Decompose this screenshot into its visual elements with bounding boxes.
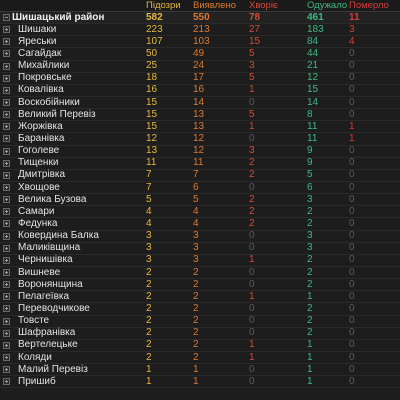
- plus-icon[interactable]: [3, 233, 10, 240]
- row-recovered: 6: [307, 181, 313, 193]
- row-dead: 0: [349, 108, 355, 120]
- row-recovered: 15: [307, 84, 319, 96]
- plus-icon[interactable]: [3, 26, 10, 33]
- table-row[interactable]: [0, 231, 400, 243]
- row-dead: 0: [349, 84, 355, 96]
- row-sick: 0: [249, 96, 255, 108]
- row-suspected: 223: [146, 23, 163, 35]
- row-detected: 3: [193, 242, 199, 254]
- plus-icon[interactable]: [3, 330, 10, 337]
- table-row[interactable]: [0, 133, 400, 145]
- row-recovered: 3: [307, 230, 313, 242]
- row-name: Переводчикове: [18, 302, 90, 314]
- plus-icon[interactable]: [3, 50, 10, 57]
- plus-icon[interactable]: [3, 75, 10, 82]
- expand-toggle[interactable]: [0, 87, 12, 94]
- row-recovered: 2: [307, 327, 313, 339]
- row-dead: 4: [349, 35, 355, 47]
- expand-toggle[interactable]: [0, 148, 12, 155]
- row-name: Товсте: [18, 315, 50, 327]
- row-recovered: 1: [307, 339, 313, 351]
- row-name: Маликівщина: [18, 242, 81, 254]
- table-header: [0, 0, 400, 12]
- expand-toggle[interactable]: [0, 281, 12, 288]
- row-recovered: 3: [307, 193, 313, 205]
- row-sick: 1: [249, 351, 255, 363]
- table-row[interactable]: [0, 376, 400, 388]
- row-recovered: 2: [307, 217, 313, 229]
- row-name: Воскобійники: [18, 96, 80, 108]
- table-row[interactable]: [0, 364, 400, 376]
- row-dead: 0: [349, 96, 355, 108]
- row-suspected: 2: [146, 327, 152, 339]
- row-name: Баранівка: [18, 132, 65, 144]
- row-detected: 6: [193, 181, 199, 193]
- row-detected: 1: [193, 363, 199, 375]
- row-recovered: 11: [307, 120, 318, 132]
- row-sick: 0: [249, 181, 255, 193]
- row-sick: 0: [249, 315, 255, 327]
- row-name: Пришиб: [18, 375, 56, 387]
- row-dead: 0: [349, 217, 355, 229]
- expand-toggle[interactable]: [0, 330, 12, 337]
- row-suspected: 4: [146, 217, 152, 229]
- row-sick: 0: [249, 132, 255, 144]
- row-detected: 12: [193, 132, 205, 144]
- row-dead: 0: [349, 363, 355, 375]
- row-suspected: 15: [146, 120, 158, 132]
- row-suspected: 12: [146, 132, 158, 144]
- table-row[interactable]: [0, 158, 400, 170]
- row-detected: 16: [193, 84, 205, 96]
- row-recovered: 2: [307, 266, 313, 278]
- row-sick: 3: [249, 145, 255, 157]
- plus-icon[interactable]: [3, 172, 10, 179]
- expand-toggle[interactable]: [0, 184, 12, 191]
- row-dead: 0: [349, 339, 355, 351]
- row-recovered: 2: [307, 278, 313, 290]
- total-dead: 11: [349, 11, 360, 23]
- row-dead: 0: [349, 278, 355, 290]
- plus-icon[interactable]: [3, 87, 10, 94]
- row-recovered: 1: [307, 290, 313, 302]
- row-recovered: 9: [307, 157, 313, 169]
- expand-toggle[interactable]: [0, 99, 12, 106]
- total-recovered: 461: [307, 11, 324, 23]
- row-sick: 5: [249, 48, 255, 59]
- row-name: Великий Перевіз: [18, 108, 96, 120]
- row-dead: 0: [349, 302, 355, 314]
- row-sick: 3: [249, 60, 255, 72]
- row-dead: 1: [349, 120, 355, 132]
- table-row[interactable]: [0, 255, 400, 267]
- table-row[interactable]: [0, 97, 400, 109]
- row-detected: 103: [193, 35, 210, 47]
- table-row[interactable]: [0, 279, 400, 291]
- expand-toggle[interactable]: [0, 305, 12, 312]
- total-sick: 78: [249, 11, 261, 23]
- expand-toggle[interactable]: [0, 172, 12, 179]
- row-name: Воронянщина: [18, 278, 83, 290]
- expand-toggle[interactable]: [0, 160, 12, 167]
- row-sick: 0: [249, 230, 255, 242]
- collapse-toggle[interactable]: [0, 14, 12, 21]
- expand-toggle[interactable]: [0, 111, 12, 118]
- row-name: Чернишівка: [18, 254, 73, 266]
- row-suspected: 15: [146, 96, 158, 108]
- row-sick: 5: [249, 72, 255, 84]
- row-detected: 2: [193, 302, 199, 314]
- plus-icon[interactable]: [3, 135, 10, 142]
- row-sick: 1: [249, 254, 255, 266]
- row-dead: 1: [349, 132, 355, 144]
- expand-toggle[interactable]: [0, 220, 12, 227]
- row-suspected: 25: [146, 60, 158, 72]
- row-sick: 5: [249, 108, 255, 120]
- row-suspected: 5: [146, 193, 152, 205]
- row-detected: 3: [193, 230, 199, 242]
- row-detected: 213: [193, 23, 210, 35]
- table-row[interactable]: [0, 194, 400, 206]
- total-detected: 550: [193, 11, 210, 23]
- district-name: Шишацький район: [12, 11, 105, 23]
- row-recovered: 11: [307, 132, 318, 144]
- row-recovered: 44: [307, 48, 319, 59]
- row-suspected: 2: [146, 266, 152, 278]
- row-recovered: 1: [307, 375, 313, 387]
- row-recovered: 14: [307, 96, 319, 108]
- row-recovered: 5: [307, 169, 313, 181]
- expand-toggle[interactable]: [0, 233, 12, 240]
- plus-icon[interactable]: [3, 281, 10, 288]
- row-recovered: 21: [307, 60, 319, 72]
- row-detected: 2: [193, 339, 199, 351]
- expand-toggle[interactable]: [0, 269, 12, 276]
- row-dead: 0: [349, 157, 355, 169]
- row-sick: 1: [249, 290, 255, 302]
- row-detected: 17: [193, 72, 205, 84]
- row-dead: 0: [349, 266, 355, 278]
- table-row[interactable]: [0, 328, 400, 340]
- row-suspected: 2: [146, 278, 152, 290]
- plus-icon[interactable]: [3, 269, 10, 276]
- plus-icon[interactable]: [3, 63, 10, 70]
- row-sick: 1: [249, 120, 255, 132]
- row-detected: 14: [193, 96, 205, 108]
- row-detected: 7: [193, 169, 199, 181]
- expand-toggle[interactable]: [0, 208, 12, 215]
- row-detected: 2: [193, 290, 199, 302]
- expand-toggle[interactable]: [0, 354, 12, 361]
- row-sick: 15: [249, 35, 261, 47]
- row-suspected: 11: [146, 157, 157, 169]
- total-suspected: 582: [146, 11, 163, 23]
- row-recovered: 1: [307, 351, 313, 363]
- table-row[interactable]: [0, 121, 400, 133]
- row-dead: 0: [349, 315, 355, 327]
- plus-icon[interactable]: [3, 257, 10, 264]
- row-recovered: 9: [307, 145, 313, 157]
- row-recovered: 1: [307, 363, 313, 375]
- row-name: Велика Бузова: [18, 193, 87, 205]
- row-dead: 0: [349, 60, 355, 72]
- expand-toggle[interactable]: [0, 318, 12, 325]
- row-name: Тищенки: [18, 157, 59, 169]
- row-sick: 0: [249, 278, 255, 290]
- expand-toggle[interactable]: [0, 293, 12, 300]
- row-name: Покровське: [18, 72, 72, 84]
- expand-toggle[interactable]: [0, 75, 12, 82]
- table-row[interactable]: [0, 24, 400, 36]
- row-name: Шишаки: [18, 23, 57, 35]
- row-recovered: 183: [307, 23, 324, 35]
- row-suspected: 4: [146, 205, 152, 217]
- plus-icon[interactable]: [3, 354, 10, 361]
- row-name: Гоголеве: [18, 145, 60, 157]
- row-sick: 0: [249, 242, 255, 254]
- plus-icon[interactable]: [3, 99, 10, 106]
- plus-icon[interactable]: [3, 123, 10, 130]
- minus-icon[interactable]: [3, 14, 10, 21]
- row-dead: 0: [349, 72, 355, 84]
- plus-icon[interactable]: [3, 148, 10, 155]
- row-detected: 49: [193, 48, 205, 59]
- row-suspected: 3: [146, 230, 152, 242]
- table-row[interactable]: [0, 146, 400, 158]
- expand-toggle[interactable]: [0, 135, 12, 142]
- row-name: Хвощове: [18, 181, 60, 193]
- row-suspected: 2: [146, 339, 152, 351]
- plus-icon[interactable]: [3, 160, 10, 167]
- plus-icon[interactable]: [3, 378, 10, 385]
- row-suspected: 7: [146, 181, 152, 193]
- row-suspected: 2: [146, 302, 152, 314]
- row-sick: 2: [249, 193, 255, 205]
- row-detected: 2: [193, 315, 199, 327]
- row-suspected: 3: [146, 242, 152, 254]
- row-suspected: 1: [146, 375, 152, 387]
- row-detected: 4: [193, 217, 199, 229]
- row-sick: 1: [249, 339, 255, 351]
- row-name: Федунка: [18, 217, 58, 229]
- header-dead[interactable]: Померло: [349, 0, 389, 11]
- row-name: Жоржівка: [18, 120, 63, 132]
- row-suspected: 107: [146, 35, 163, 47]
- row-dead: 0: [349, 193, 355, 205]
- plus-icon[interactable]: [3, 184, 10, 191]
- row-suspected: 2: [146, 290, 152, 302]
- row-sick: 0: [249, 302, 255, 314]
- table-row[interactable]: [0, 109, 400, 121]
- row-detected: 2: [193, 351, 199, 363]
- row-dead: 0: [349, 169, 355, 181]
- row-detected: 13: [193, 120, 205, 132]
- table-row[interactable]: [0, 352, 400, 364]
- row-dead: 0: [349, 181, 355, 193]
- plus-icon[interactable]: [3, 111, 10, 118]
- expand-toggle[interactable]: [0, 63, 12, 70]
- row-recovered: 8: [307, 108, 313, 120]
- row-name: Ковалівка: [18, 84, 64, 96]
- row-dead: 0: [349, 145, 355, 157]
- row-suspected: 50: [146, 48, 158, 59]
- row-suspected: 15: [146, 108, 158, 120]
- row-suspected: 13: [146, 145, 158, 157]
- expand-toggle[interactable]: [0, 245, 12, 252]
- plus-icon[interactable]: [3, 305, 10, 312]
- row-sick: 0: [249, 363, 255, 375]
- row-name: Ковердина Балка: [18, 230, 99, 242]
- row-sick: 2: [249, 169, 255, 181]
- expand-toggle[interactable]: [0, 257, 12, 264]
- row-recovered: 84: [307, 35, 319, 47]
- row-suspected: 16: [146, 84, 158, 96]
- row-name: Дмитрівка: [18, 169, 66, 181]
- header-recovered[interactable]: Одужало: [307, 0, 348, 11]
- expand-toggle[interactable]: [0, 366, 12, 373]
- plus-icon[interactable]: [3, 293, 10, 300]
- row-name: Яреськи: [18, 35, 57, 47]
- row-recovered: 2: [307, 302, 313, 314]
- plus-icon[interactable]: [3, 318, 10, 325]
- row-recovered: 2: [307, 315, 313, 327]
- table-row[interactable]: [0, 182, 400, 194]
- expand-toggle[interactable]: [0, 123, 12, 130]
- expand-toggle[interactable]: [0, 342, 12, 349]
- row-detected: 1: [193, 375, 199, 387]
- row-recovered: 2: [307, 205, 313, 217]
- plus-icon[interactable]: [3, 38, 10, 45]
- row-detected: 2: [193, 327, 199, 339]
- row-dead: 0: [349, 327, 355, 339]
- row-sick: 1: [249, 84, 255, 96]
- row-suspected: 3: [146, 254, 152, 266]
- row-name: Коляди: [18, 351, 52, 363]
- table-row[interactable]: [0, 206, 400, 218]
- district-total-row[interactable]: [0, 12, 400, 24]
- table-row[interactable]: [0, 267, 400, 279]
- expand-toggle[interactable]: [0, 38, 12, 45]
- expand-toggle[interactable]: [0, 26, 12, 33]
- row-detected: 3: [193, 254, 199, 266]
- row-name: Вертелецьке: [18, 339, 78, 351]
- header-sick[interactable]: Хворіє: [249, 0, 278, 11]
- row-suspected: 2: [146, 351, 152, 363]
- row-sick: 0: [249, 375, 255, 387]
- row-dead: 0: [349, 351, 355, 363]
- table-row[interactable]: [0, 170, 400, 182]
- row-sick: 2: [249, 205, 255, 217]
- row-recovered: 12: [307, 72, 319, 84]
- row-detected: 24: [193, 60, 205, 72]
- expand-toggle[interactable]: [0, 50, 12, 57]
- plus-icon[interactable]: [3, 208, 10, 215]
- row-dead: 0: [349, 205, 355, 217]
- row-detected: 4: [193, 205, 199, 217]
- row-suspected: 1: [146, 363, 152, 375]
- plus-icon[interactable]: [3, 342, 10, 349]
- table-row[interactable]: [0, 291, 400, 303]
- table-row[interactable]: [0, 61, 400, 73]
- table-row[interactable]: [0, 85, 400, 97]
- expand-toggle[interactable]: [0, 378, 12, 385]
- row-name: Шафранівка: [18, 327, 76, 339]
- row-dead: 0: [349, 48, 355, 59]
- row-detected: 13: [193, 108, 205, 120]
- row-recovered: 3: [307, 242, 313, 254]
- row-detected: 2: [193, 266, 199, 278]
- table-row[interactable]: [0, 48, 400, 60]
- header-detected[interactable]: Виявлено: [193, 0, 236, 11]
- row-dead: 3: [349, 23, 355, 35]
- row-detected: 11: [193, 157, 204, 169]
- row-name: Вишневе: [18, 266, 61, 278]
- row-dead: 0: [349, 290, 355, 302]
- row-recovered: 2: [307, 254, 313, 266]
- table-row[interactable]: [0, 303, 400, 315]
- row-name: Самари: [18, 205, 55, 217]
- row-dead: 0: [349, 375, 355, 387]
- table-row[interactable]: [0, 36, 400, 48]
- row-sick: 0: [249, 266, 255, 278]
- plus-icon[interactable]: [3, 366, 10, 373]
- plus-icon[interactable]: [3, 220, 10, 227]
- row-sick: 2: [249, 217, 255, 229]
- plus-icon[interactable]: [3, 245, 10, 252]
- row-name: Пелагеївка: [18, 290, 70, 302]
- table-row[interactable]: [0, 340, 400, 352]
- table-row[interactable]: [0, 73, 400, 85]
- row-dead: 0: [349, 254, 355, 266]
- expand-toggle[interactable]: [0, 196, 12, 203]
- row-detected: 2: [193, 278, 199, 290]
- row-detected: 12: [193, 145, 205, 157]
- row-detected: 5: [193, 193, 199, 205]
- row-name: Малий Перевіз: [18, 363, 88, 375]
- row-name: Сагайдак: [18, 48, 62, 59]
- plus-icon[interactable]: [3, 196, 10, 203]
- table-row[interactable]: [0, 218, 400, 230]
- header-suspected[interactable]: Підозри: [146, 0, 181, 11]
- row-sick: 2: [249, 157, 255, 169]
- row-dead: 0: [349, 242, 355, 254]
- row-suspected: 2: [146, 315, 152, 327]
- row-suspected: 7: [146, 169, 152, 181]
- table-row[interactable]: [0, 243, 400, 255]
- row-name: Михайлики: [18, 60, 70, 72]
- row-dead: 0: [349, 230, 355, 242]
- table-row[interactable]: [0, 316, 400, 328]
- row-suspected: 18: [146, 72, 158, 84]
- row-sick: 0: [249, 327, 255, 339]
- row-sick: 27: [249, 23, 261, 35]
